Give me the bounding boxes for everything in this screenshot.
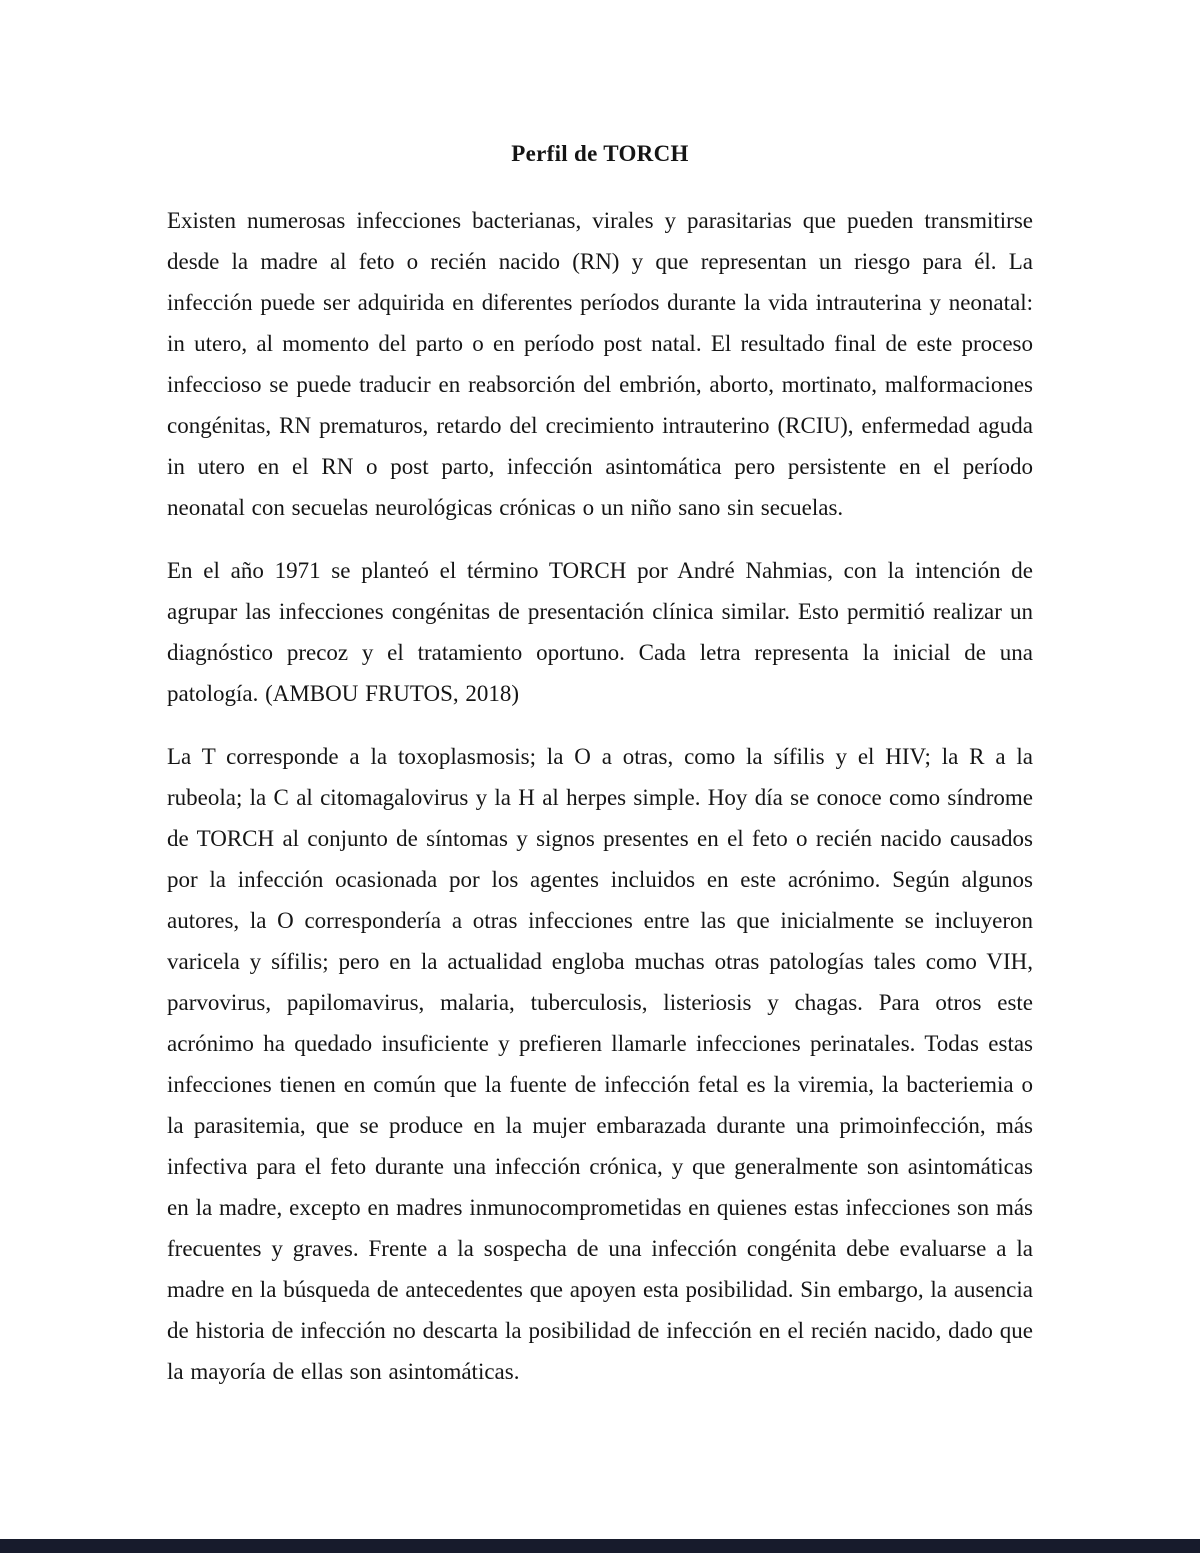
- bottom-bar: [0, 1539, 1200, 1553]
- document-title: Perfil de TORCH: [511, 141, 689, 166]
- paragraph-intro: Existen numerosas infecciones bacterianas, virales y parasitarias que pueden transmitirse desde la madre al feto o recién nacido (RN) y que representan un riesgo para él. La infección puede ser adquirida en diferentes períodos durante la vida intrauterina y neonatal: in utero, al momento del parto o en período post natal. El resultado final de este proceso infeccioso se puede traducir en reabsorción del embrión, aborto, mortinato, malformaciones congénitas, RN prematuros, retardo del crecimiento intrauterino (RCIU), enfermedad aguda in utero en el RN o post parto, infección asintomática pero persistente en el período neonatal con secuelas neurológicas crónicas o un niño sano sin secuelas.: [167, 208, 1033, 520]
- document-content: [167, 138, 1033, 1414]
- paragraph-torch-origin: En el año 1971 se planteó el término TORCH por André Nahmias, con la intención de agrupar las infecciones congénitas de presentación clínica similar. Esto permitió realizar un diagnóstico precoz y el tratamiento oportuno. Cada letra representa la inicial de una patología. (AMBOU FRUTOS, 2018): [167, 558, 1033, 706]
- paragraph-torch-meaning: La T corresponde a la toxoplasmosis; la O a otras, como la sífilis y el HIV; la R a la rubeola; la C al citomagalovirus y la H al herpes simple. Hoy día se conoce como síndrome de TORCH al conjunto de síntomas y signos presentes en el feto o recién nacido causados por la infección ocasionada por los agentes incluidos en este acrónimo. Según algunos autores, la O correspondería a otras infecciones entre las que inicialmente se incluyeron varicela y sífilis; pero en la actualidad engloba muchas otras patologías tales como VIH, parvovirus, papilomavirus, malaria, tuberculosis, listeriosis y chagas. Para otros este acrónimo ha quedado insuficiente y prefieren llamarle infecciones perinatales. Todas estas infecciones tienen en común que la fuente de infección fetal es la viremia, la bacteriemia o la parasitemia, que se produce en la mujer embarazada durante una primoinfección, más infectiva para el feto durante una infección crónica, y que generalmente son asintomáticas en la madre, excepto en madres inmunocomprometidas en quienes estas infecciones son más frecuentes y graves. Frente a la sospecha de una infección congénita debe evaluarse a la madre en la búsqueda de antecedentes que apoyen esta posibilidad. Sin embargo, la ausencia de historia de infección no descarta la posibilidad de infección en el recién nacido, dado que la mayoría de ellas son asintomáticas.: [167, 744, 1033, 1384]
